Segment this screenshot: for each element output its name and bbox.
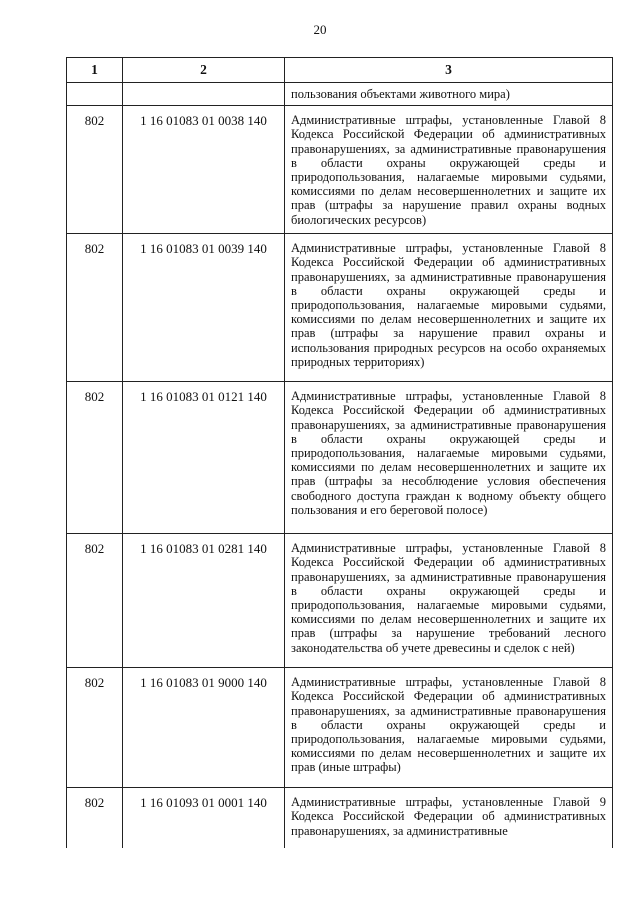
column-header-2: 2 [123, 58, 285, 83]
column-header-1: 1 [67, 58, 123, 83]
revenue-code-cell: 1 16 01083 01 0039 140 [123, 234, 285, 382]
table-row-continuation [67, 83, 613, 106]
table-row [67, 234, 613, 382]
admin-code-cell: 802 [67, 234, 123, 382]
table-row [67, 382, 613, 534]
description-cell: Административные штрафы, установленные Главой 8 Кодекса Российской Федерации об административных правонарушениях, за административные правонарушения в области охраны окружающей среды и природопользования, налагаемые мировыми судьями, комиссиями по делам несовершеннолетних и защите их прав (штрафы за несоблюдение условия обеспечения свободного доступа граждан к водному объекту общего пользования и его береговой полосе) [285, 382, 613, 534]
table-row [67, 534, 613, 668]
admin-code-cell: 802 [67, 668, 123, 788]
table-row [67, 106, 613, 234]
admin-code-cell: 802 [67, 788, 123, 848]
table-row [67, 788, 613, 848]
revenue-codes-table [66, 57, 613, 848]
description-cell: Административные штрафы, установленные Главой 9 Кодекса Российской Федерации об административных правонарушениях, за административные [285, 788, 613, 848]
cell-empty [67, 83, 123, 106]
admin-code-cell: 802 [67, 534, 123, 668]
revenue-code-cell: 1 16 01083 01 9000 140 [123, 668, 285, 788]
description-cell: Административные штрафы, установленные Главой 8 Кодекса Российской Федерации об административных правонарушениях, за административные правонарушения в области охраны окружающей среды и природопользования, налагаемые мировыми судьями, комиссиями по делам несовершеннолетних и защите их прав (иные штрафы) [285, 668, 613, 788]
revenue-code-cell: 1 16 01093 01 0001 140 [123, 788, 285, 848]
description-cell: Административные штрафы, установленные Главой 8 Кодекса Российской Федерации об административных правонарушениях, за административные правонарушения в области охраны окружающей среды и природопользования, налагаемые мировыми судьями, комиссиями по делам несовершеннолетних и защите их прав (штрафы за нарушение правил охраны и использования природных ресурсов на особо охраняемых природных территориях) [285, 234, 613, 382]
cell-empty [123, 83, 285, 106]
continuation-text: пользования объектами животного мира) [285, 83, 613, 106]
description-cell: Административные штрафы, установленные Главой 8 Кодекса Российской Федерации об административных правонарушениях, за административные правонарушения в области охраны окружающей среды и природопользования, налагаемые мировыми судьями, комиссиями по делам несовершеннолетних и защите их прав (штрафы за нарушение требований лесного законодательства об учете древесины и сделок с ней) [285, 534, 613, 668]
table-row [67, 668, 613, 788]
table-header-row [67, 58, 613, 83]
admin-code-cell: 802 [67, 106, 123, 234]
revenue-code-cell: 1 16 01083 01 0121 140 [123, 382, 285, 534]
revenue-code-cell: 1 16 01083 01 0281 140 [123, 534, 285, 668]
column-header-3: 3 [285, 58, 613, 83]
admin-code-cell: 802 [67, 382, 123, 534]
revenue-code-cell: 1 16 01083 01 0038 140 [123, 106, 285, 234]
page-number: 20 [313, 22, 327, 37]
description-cell: Административные штрафы, установленные Главой 8 Кодекса Российской Федерации об административных правонарушениях, за административные правонарушения в области охраны окружающей среды и природопользования, налагаемые мировыми судьями, комиссиями по делам несовершеннолетних и защите их прав (штрафы за нарушение правил охраны водных биологических ресурсов) [285, 106, 613, 234]
